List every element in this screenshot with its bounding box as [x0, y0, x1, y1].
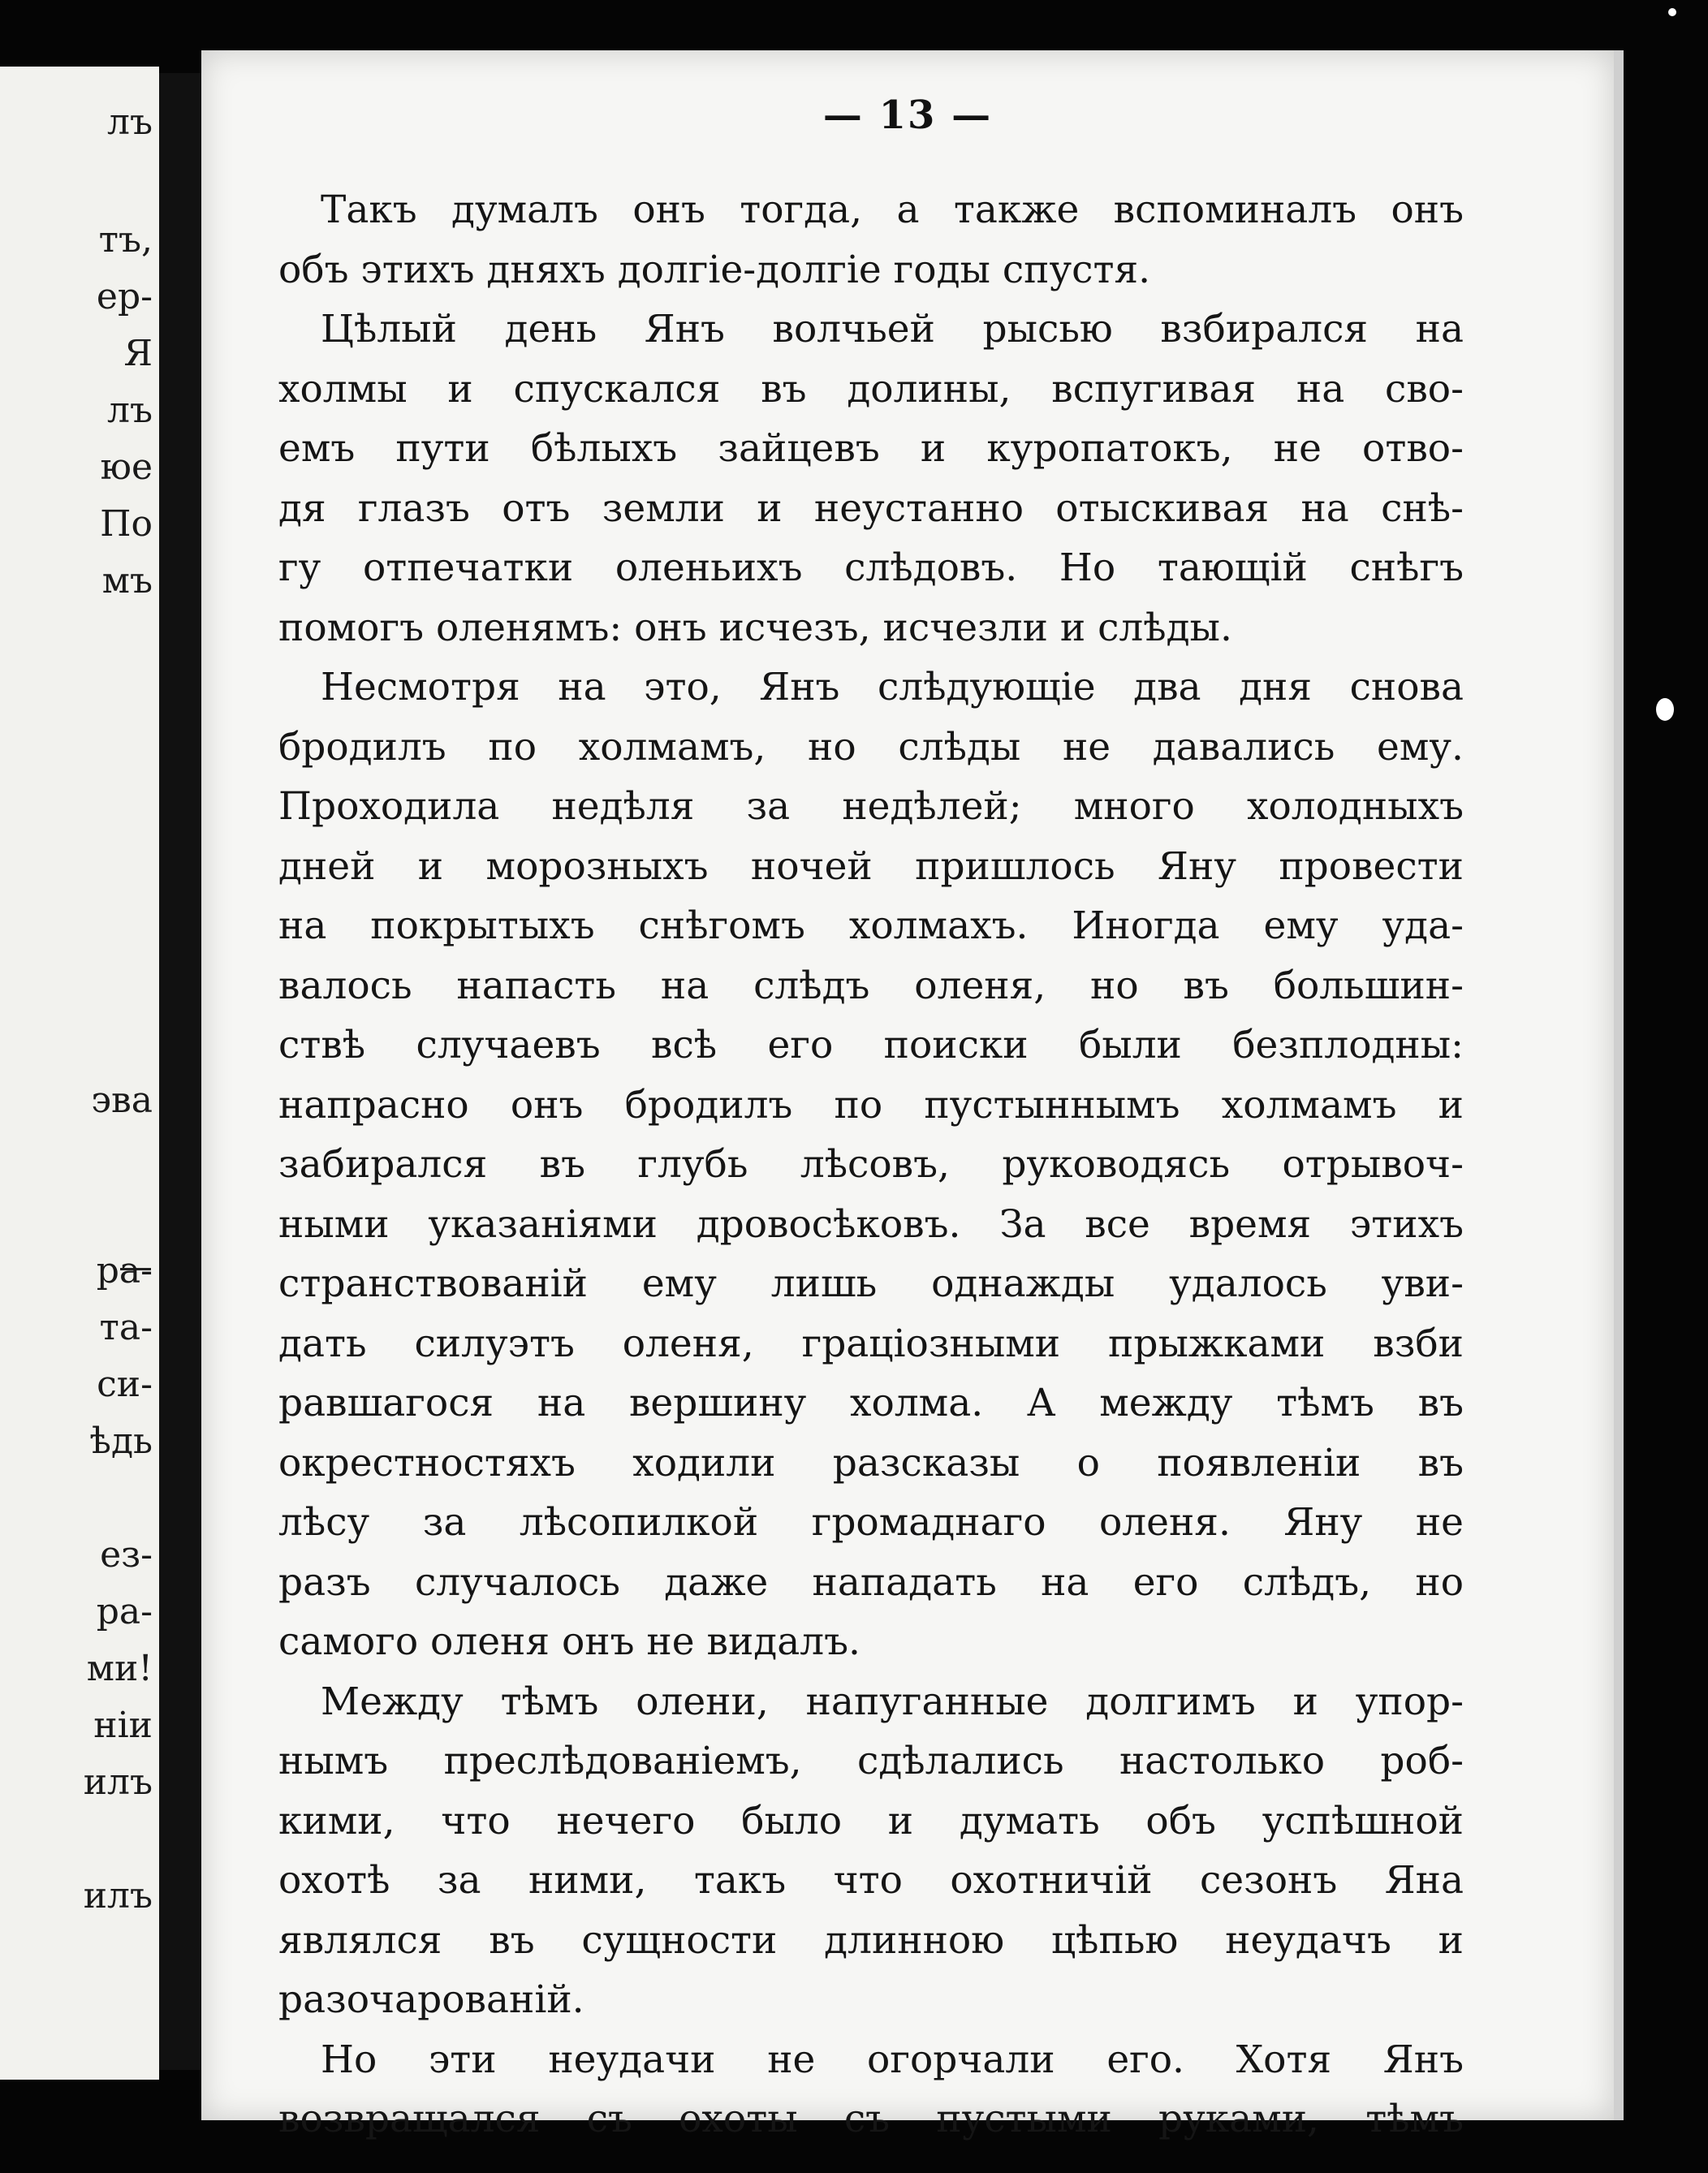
scan-speck [1668, 8, 1676, 16]
text-line: самого оленя онъ не видалъ. [278, 1619, 860, 1664]
text-line: кими, что нечего было и думать объ успѣшной [278, 1798, 1464, 1843]
text-line: гу отпечатки оленьихъ слѣдовъ. Но тающiй снѣгъ [278, 545, 1464, 590]
left-page-text-fragment: си- [97, 1364, 153, 1405]
left-page-text-fragment: Я [123, 333, 153, 374]
text-line: забирался въ глубь лѣсовъ, руководясь отрывоч- [278, 1142, 1464, 1187]
left-page-text-fragment: ер- [96, 276, 153, 317]
page-number: — 13 — [822, 93, 993, 138]
text-line: на покрытыхъ снѣгомъ холмахъ. Иногда ему уда- [278, 903, 1464, 948]
text-line: ствѣ случаевъ всѣ его поиски были безплодны: [278, 1023, 1464, 1067]
text-line: Цѣлый день Янъ волчьей рысью взбирался на [321, 307, 1464, 351]
right-page [201, 50, 1614, 2141]
left-page-text-fragment: лъ [107, 390, 153, 431]
left-page-text-fragment: ра- [96, 1250, 153, 1291]
left-page-text-fragment: илъ [83, 1761, 153, 1803]
text-line: разъ случалось даже нападать на его слѣдъ, но [278, 1559, 1464, 1605]
text-line: дя глазъ отъ земли и неустанно отыскивая на снѣ- [278, 485, 1464, 531]
text-line: лѣсу за лѣсопилкой громаднаго оленя. Яну не [278, 1500, 1464, 1545]
text-line: Между тѣмъ олени, напуганные долгимъ и упор- [321, 1679, 1464, 1724]
text-line: объ этихъ дняхъ долгiе-долгiе годы спустя. [278, 247, 1151, 292]
book-gutter [159, 73, 201, 2070]
text-line: напрасно онъ бродилъ по пустыннымъ холмамъ и [278, 1082, 1464, 1127]
text-line: помогъ оленямъ: онъ исчезъ, исчезли и слѣды. [278, 605, 1232, 650]
left-page-fragment [0, 67, 159, 2080]
text-line: емъ пути бѣлыхъ зайцевъ и куропатокъ, не отво- [278, 426, 1464, 471]
text-line: возвращался съ охоты съ пустыми руками, тѣмъ [278, 2097, 1464, 2141]
left-page-text-fragment: эва [91, 1080, 153, 1121]
left-page-text-fragment: тъ, [98, 219, 153, 261]
left-page-text-fragment: илъ [83, 1875, 153, 1916]
body-text [278, 180, 1464, 2149]
text-line: Проходила недѣля за недѣлей; много холодныхъ [278, 784, 1464, 829]
text-line: равшагося на вершину холма. А между тѣмъ въ [278, 1381, 1464, 1425]
page-edge [1614, 50, 1624, 2120]
text-line: Но эти неудачи не огорчали его. Хотя Янъ [321, 2037, 1464, 2082]
text-line: Несмотря на это, Янъ слѣдующiе два дня снова [321, 665, 1464, 709]
left-page-text-fragment: юе [100, 446, 153, 488]
text-line: странствованiй ему лишь однажды удалось уви- [278, 1261, 1464, 1306]
text-line: дней и морозныхъ ночей пришлось Яну провести [278, 843, 1464, 889]
left-page-text-fragment: ѣдь [89, 1421, 153, 1462]
left-page-text-fragment: ез- [100, 1534, 153, 1576]
text-line: разочарованiй. [278, 1977, 584, 2022]
text-line: холмы и спускался въ долины, вспугивая на сво- [278, 366, 1464, 412]
left-page-text-fragment: ми! [86, 1648, 153, 1689]
left-page-text-fragment: нiи [93, 1705, 153, 1746]
left-page-text-fragment: лъ [107, 101, 153, 143]
text-line: нымъ преслѣдованiемъ, сдѣлались настолько роб- [278, 1739, 1464, 1783]
text-line: окрестностяхъ ходили разсказы о появленiи въ [278, 1440, 1464, 1485]
text-line: являлся въ сущности длинною цѣпью неудачъ и [278, 1917, 1464, 1963]
text-line: Такъ думалъ онъ тогда, а также вспоминалъ онъ [321, 188, 1464, 232]
scan-speck [1656, 698, 1674, 721]
left-page-text-fragment: ра- [96, 1591, 153, 1632]
left-page-text-fragment: та- [99, 1307, 153, 1348]
text-line: ными указанiями дровосѣковъ. За все время этихъ [278, 1201, 1464, 1247]
text-line: валось напасть на слѣдъ оленя, но въ большин- [278, 963, 1464, 1008]
left-page-text-fragment: По [100, 503, 153, 545]
text-line: охотѣ за ними, такъ что охотничiй сезонъ Яна [278, 1858, 1464, 1903]
text-line: дать силуэтъ оленя, грацiозными прыжками взби [278, 1321, 1464, 1366]
left-page-text-fragment: мъ [101, 560, 153, 601]
text-line: бродилъ по холмамъ, но слѣды не давались ему. [278, 724, 1464, 770]
